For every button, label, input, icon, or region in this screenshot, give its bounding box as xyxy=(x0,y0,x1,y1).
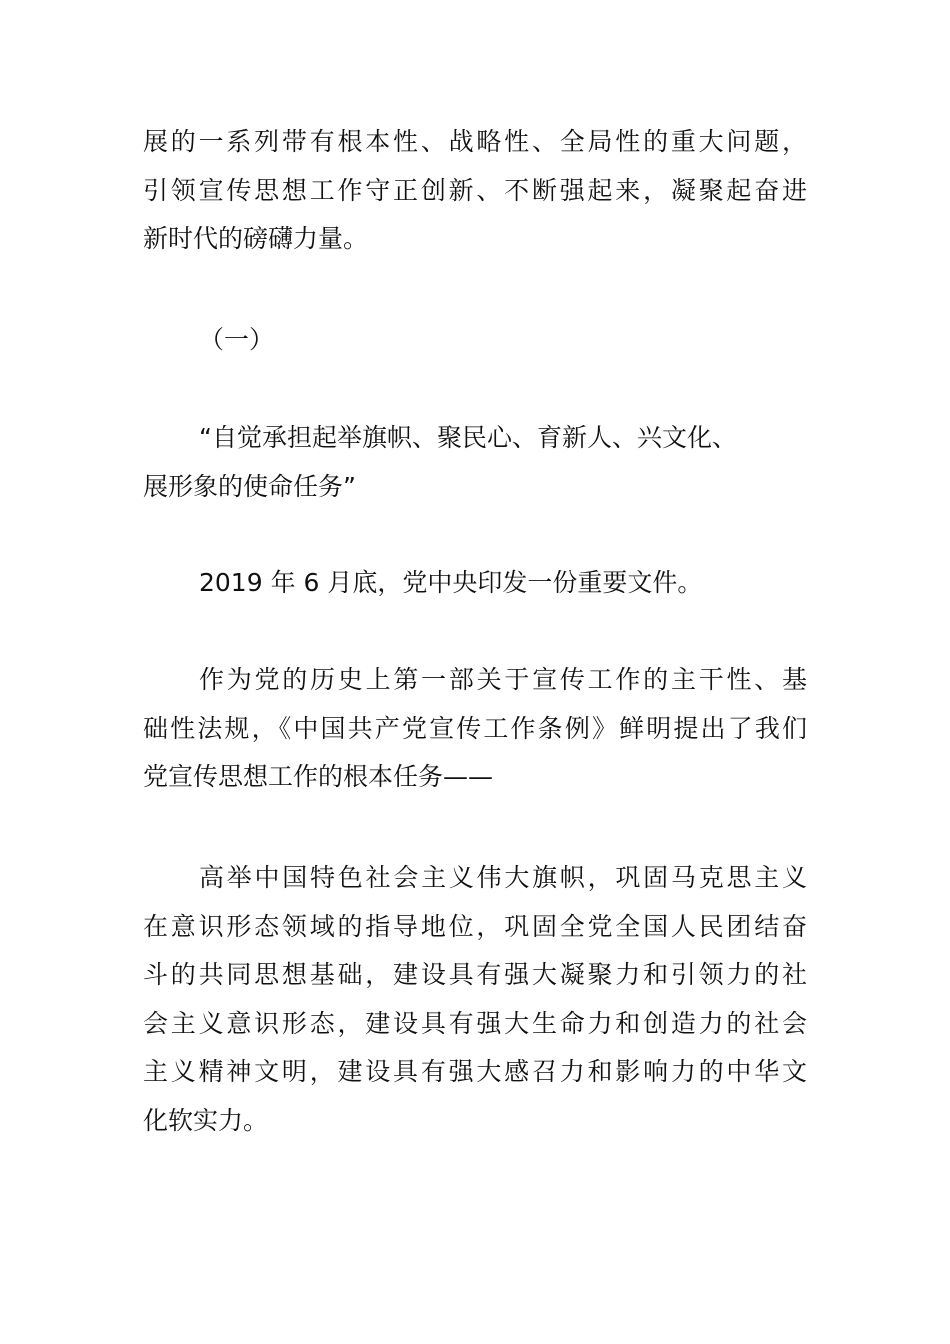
text-line: 2019 年 6 月底，党中央印发一份重要文件。 xyxy=(199,568,703,597)
paragraph-regulation xyxy=(143,656,807,802)
text-line: 斗的共同思想基础，建设具有强大凝聚力和引领力的社 xyxy=(143,960,807,989)
text-line: 础性法规，《中国共产党宣传工作条例》鲜明提出了我们 xyxy=(143,713,807,743)
paragraph-tasks xyxy=(143,854,807,1145)
text-line: 作为党的历史上第一部关于宣传工作的主干性、基 xyxy=(199,665,807,694)
text-line: “自觉承担起举旗帜、聚民心、育新人、兴文化、 xyxy=(199,423,737,452)
text-line: 高举中国特色社会主义伟大旗帜，巩固马克思主义 xyxy=(199,863,807,892)
text-line: 展的一系列带有根本性、战略性、全局性的重大问题， xyxy=(143,127,807,156)
text-line: 新时代的磅礴力量。 xyxy=(143,224,369,253)
text-line: 化软实力。 xyxy=(143,1105,269,1135)
paragraph-date xyxy=(143,559,807,608)
paragraph-continuation xyxy=(143,118,807,264)
text-line: 会主义意识形态，建设具有强大生命力和创造力的社会 xyxy=(143,1008,807,1038)
text-line: 党宣传思想工作的根本任务—— xyxy=(143,762,494,791)
text-line: 展形象的使命任务” xyxy=(143,471,356,501)
text-line: 在意识形态领域的指导地位，巩固全党全国人民团结奋 xyxy=(143,911,807,941)
section-heading xyxy=(143,316,807,365)
text-line: 主义精神文明，建设具有强大感召力和影响力的中华文 xyxy=(143,1057,807,1086)
text-line: 引领宣传思想工作守正创新、不断强起来，凝聚起奋进 xyxy=(143,175,807,205)
subheading-quote xyxy=(143,414,807,511)
section-number: （一） xyxy=(199,325,275,354)
